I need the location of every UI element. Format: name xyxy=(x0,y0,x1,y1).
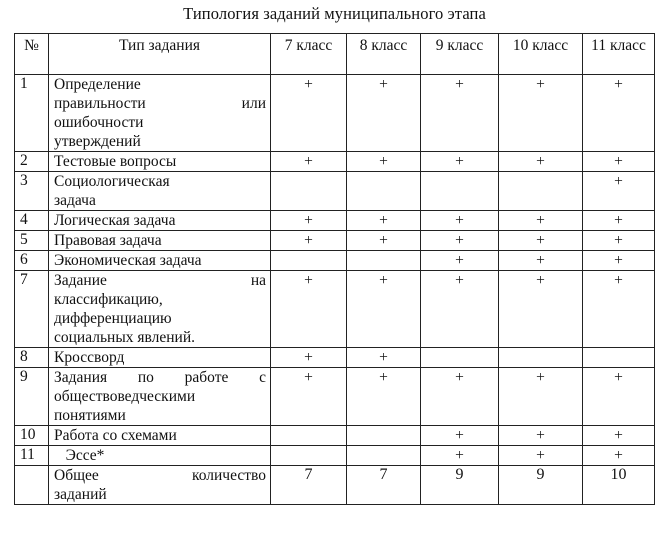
table-row xyxy=(15,251,655,271)
task-type-cell xyxy=(49,348,271,368)
mark-value: + xyxy=(536,212,545,229)
grade-11-cell xyxy=(583,426,655,446)
grade-10-cell xyxy=(499,271,583,348)
grade-7-cell xyxy=(271,211,347,231)
grade-7-cell xyxy=(271,466,347,505)
mark-value: + xyxy=(455,76,464,93)
task-type-cell xyxy=(49,466,271,505)
row-number: 3 xyxy=(15,172,49,211)
grade-11-cell xyxy=(583,271,655,348)
task-type-line: Тестовые вопросы xyxy=(54,153,177,170)
table-title: Типология заданий муниципального этапа xyxy=(183,4,486,23)
task-type-line: Социологическая xyxy=(54,173,170,190)
row-number: 1 xyxy=(15,75,49,152)
task-type-line: классификацию, xyxy=(54,291,163,308)
table-row xyxy=(15,211,655,231)
grade-11-cell xyxy=(583,251,655,271)
grade-10-cell xyxy=(499,446,583,466)
grade-7-cell xyxy=(271,426,347,446)
row-number: 9 xyxy=(15,368,49,426)
grade-9-cell xyxy=(421,172,499,211)
header-grade-7: 7 класс xyxy=(271,34,347,75)
grade-9-cell xyxy=(421,466,499,505)
table-row xyxy=(15,368,655,426)
mark-value: + xyxy=(455,272,464,289)
mark-value: + xyxy=(379,153,388,170)
mark-value: + xyxy=(379,232,388,249)
mark-value: + xyxy=(304,232,313,249)
grade-11-cell xyxy=(583,211,655,231)
grade-9-cell xyxy=(421,446,499,466)
task-type-line: утверждений xyxy=(54,133,141,150)
mark-value: + xyxy=(614,232,623,249)
grade-10-cell xyxy=(499,466,583,505)
row-number: 2 xyxy=(15,152,49,172)
table-row xyxy=(15,348,655,368)
mark-value: + xyxy=(379,349,388,366)
grade-10-cell xyxy=(499,75,583,152)
mark-value: + xyxy=(614,447,623,464)
header-task-type: Тип задания xyxy=(49,34,271,75)
grade-11-cell xyxy=(583,466,655,505)
mark-value: + xyxy=(304,369,313,386)
task-type-cell xyxy=(49,211,271,231)
grade-8-cell xyxy=(347,426,421,446)
mark-value: + xyxy=(379,212,388,229)
task-type-line: Общее количество xyxy=(54,467,266,484)
grade-10-cell xyxy=(499,348,583,368)
mark-value: + xyxy=(455,252,464,269)
table-row xyxy=(15,172,655,211)
grade-7-cell xyxy=(271,172,347,211)
row-number: 11 xyxy=(15,446,49,466)
task-type-line: Правовая задача xyxy=(54,232,162,249)
header-grade-10: 10 класс xyxy=(499,34,583,75)
grade-9-cell xyxy=(421,251,499,271)
mark-value: + xyxy=(614,76,623,93)
mark-value: + xyxy=(455,447,464,464)
grade-10-cell xyxy=(499,172,583,211)
grade-10-cell xyxy=(499,251,583,271)
grade-8-cell xyxy=(347,211,421,231)
table-row xyxy=(15,231,655,251)
task-type-line: Задания по работе с xyxy=(54,369,266,386)
mark-value: 7 xyxy=(304,466,313,483)
grade-9-cell xyxy=(421,231,499,251)
grade-7-cell xyxy=(271,152,347,172)
mark-value: 9 xyxy=(455,466,464,483)
task-type-line: обществоведческими xyxy=(54,388,196,405)
mark-value: + xyxy=(455,427,464,444)
table-row xyxy=(15,446,655,466)
mark-value: + xyxy=(304,76,313,93)
mark-value: + xyxy=(614,252,623,269)
grade-11-cell xyxy=(583,348,655,368)
grade-8-cell xyxy=(347,446,421,466)
row-number: 10 xyxy=(15,426,49,446)
grade-8-cell xyxy=(347,271,421,348)
grade-7-cell xyxy=(271,446,347,466)
task-type-line: понятиями xyxy=(54,407,126,424)
mark-value: + xyxy=(536,447,545,464)
mark-value: + xyxy=(304,349,313,366)
mark-value: + xyxy=(536,272,545,289)
grade-10-cell xyxy=(499,426,583,446)
mark-value: + xyxy=(536,427,545,444)
header-row xyxy=(15,34,655,75)
task-type-cell xyxy=(49,271,271,348)
mark-value: + xyxy=(614,153,623,170)
task-type-line: Кроссворд xyxy=(54,349,125,366)
grade-9-cell xyxy=(421,348,499,368)
row-number: 4 xyxy=(15,211,49,231)
table-row xyxy=(15,466,655,505)
mark-value: + xyxy=(379,272,388,289)
task-type-cell xyxy=(49,172,271,211)
task-type-cell xyxy=(49,368,271,426)
grade-10-cell xyxy=(499,152,583,172)
mark-value: + xyxy=(614,173,623,190)
task-type-line: Логическая задача xyxy=(54,212,176,229)
row-number: 6 xyxy=(15,251,49,271)
grade-8-cell xyxy=(347,75,421,152)
task-type-cell xyxy=(49,75,271,152)
task-type-line: социальных явлений. xyxy=(54,329,195,346)
task-type-line: Задание на xyxy=(54,272,266,289)
grade-9-cell xyxy=(421,271,499,348)
mark-value: + xyxy=(536,153,545,170)
task-type-line: ошибочности xyxy=(54,114,144,131)
grade-8-cell xyxy=(347,466,421,505)
mark-value: + xyxy=(536,369,545,386)
row-number xyxy=(15,466,49,505)
row-number: 8 xyxy=(15,348,49,368)
grade-7-cell xyxy=(271,231,347,251)
header-grade-11: 11 класс xyxy=(583,34,655,75)
grade-8-cell xyxy=(347,231,421,251)
task-type-line: Экономическая задача xyxy=(54,252,202,269)
task-type-cell xyxy=(49,152,271,172)
task-type-line: Эссе* xyxy=(54,447,105,464)
mark-value: 7 xyxy=(379,466,388,483)
task-type-cell xyxy=(49,231,271,251)
task-type-line: заданий xyxy=(54,486,107,503)
grade-8-cell xyxy=(347,172,421,211)
task-type-cell xyxy=(49,251,271,271)
mark-value: + xyxy=(614,212,623,229)
grade-10-cell xyxy=(499,211,583,231)
table-row xyxy=(15,271,655,348)
grade-11-cell xyxy=(583,152,655,172)
task-type-line: правильности или xyxy=(54,95,266,112)
task-type-cell xyxy=(49,446,271,466)
row-number: 7 xyxy=(15,271,49,348)
header-grade-9: 9 класс xyxy=(421,34,499,75)
mark-value: + xyxy=(455,212,464,229)
mark-value: + xyxy=(455,369,464,386)
task-type-line: задача xyxy=(54,192,96,209)
grade-8-cell xyxy=(347,348,421,368)
grade-10-cell xyxy=(499,231,583,251)
grade-8-cell xyxy=(347,251,421,271)
grade-8-cell xyxy=(347,152,421,172)
grade-11-cell xyxy=(583,231,655,251)
grade-7-cell xyxy=(271,251,347,271)
grade-10-cell xyxy=(499,368,583,426)
task-typology-table xyxy=(14,33,655,505)
row-number: 5 xyxy=(15,231,49,251)
grade-9-cell xyxy=(421,368,499,426)
task-type-line: Работа со схемами xyxy=(54,427,177,444)
mark-value: 9 xyxy=(536,466,545,483)
mark-value: + xyxy=(455,153,464,170)
grade-9-cell xyxy=(421,152,499,172)
grade-9-cell xyxy=(421,75,499,152)
grade-7-cell xyxy=(271,271,347,348)
mark-value: + xyxy=(379,76,388,93)
task-type-line: дифференциацию xyxy=(54,310,172,327)
grade-11-cell xyxy=(583,172,655,211)
grade-8-cell xyxy=(347,368,421,426)
grade-7-cell xyxy=(271,348,347,368)
mark-value: + xyxy=(536,232,545,249)
mark-value: + xyxy=(304,153,313,170)
header-grade-8: 8 класс xyxy=(347,34,421,75)
task-type-cell xyxy=(49,426,271,446)
grade-11-cell xyxy=(583,446,655,466)
header-number: № xyxy=(15,34,49,75)
mark-value: + xyxy=(614,272,623,289)
mark-value: + xyxy=(536,76,545,93)
table-row xyxy=(15,426,655,446)
mark-value: + xyxy=(536,252,545,269)
mark-value: + xyxy=(304,212,313,229)
table-row xyxy=(15,152,655,172)
grade-7-cell xyxy=(271,368,347,426)
grade-11-cell xyxy=(583,75,655,152)
mark-value: + xyxy=(304,272,313,289)
mark-value: + xyxy=(614,369,623,386)
grade-7-cell xyxy=(271,75,347,152)
mark-value: + xyxy=(455,232,464,249)
mark-value: + xyxy=(379,369,388,386)
mark-value: 10 xyxy=(610,466,627,483)
grade-9-cell xyxy=(421,426,499,446)
grade-11-cell xyxy=(583,368,655,426)
task-type-line: Определение xyxy=(54,76,141,93)
table-row xyxy=(15,75,655,152)
mark-value: + xyxy=(614,427,623,444)
grade-9-cell xyxy=(421,211,499,231)
